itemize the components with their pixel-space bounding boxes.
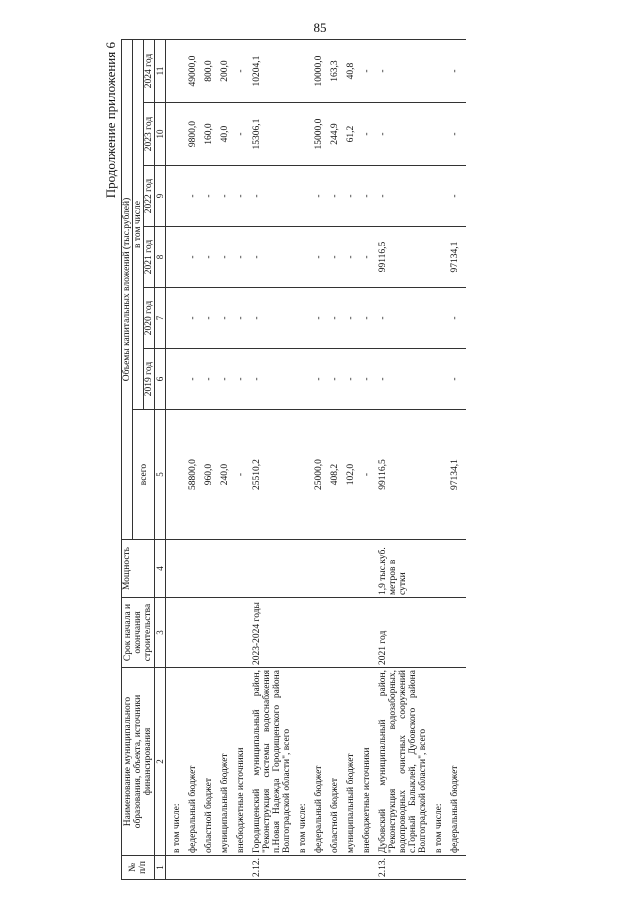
row-year-value <box>172 40 182 103</box>
row-year-value <box>298 227 308 288</box>
row-total: 240,0 <box>220 410 230 540</box>
row-capacity <box>330 540 340 598</box>
row-year-value: - <box>378 103 428 166</box>
row-name: в том числе: <box>434 668 444 856</box>
row-number <box>172 856 182 880</box>
row-year-value <box>434 349 444 410</box>
row-number <box>434 856 444 880</box>
row-year-value: - <box>362 227 372 288</box>
row-year-value: 9800,0 <box>188 103 198 166</box>
header-year: 2023 год <box>144 103 155 166</box>
column-number: 10 <box>155 103 166 166</box>
row-total <box>172 410 182 540</box>
row-year-value: - <box>252 288 292 349</box>
row-year-value: - <box>252 349 292 410</box>
row-year-value: - <box>236 166 246 227</box>
column-number: 6 <box>155 349 166 410</box>
row-number <box>236 856 246 880</box>
row-year-value: - <box>204 288 214 349</box>
column-number: 3 <box>155 598 166 668</box>
header-investments: Объемы капитальных вложений (тыс.рублей) <box>122 40 133 540</box>
row-total <box>434 410 444 540</box>
row-year-value <box>434 288 444 349</box>
row-number <box>346 856 356 880</box>
row-number <box>204 856 214 880</box>
table-row <box>252 40 292 880</box>
row-period <box>346 598 356 668</box>
row-year-value: - <box>450 288 460 349</box>
row-year-value: - <box>362 103 372 166</box>
header-number: № п/п <box>122 856 155 880</box>
row-year-value <box>172 349 182 410</box>
row-period <box>314 598 324 668</box>
row-name: муниципальный бюджет <box>346 668 356 856</box>
header-name: Наименование муниципального образования, объекта, источники финансирования <box>122 668 155 856</box>
row-capacity <box>314 540 324 598</box>
row-number: 2.13. <box>378 856 428 880</box>
row-number <box>220 856 230 880</box>
row-capacity <box>346 540 356 598</box>
row-year-value: - <box>346 227 356 288</box>
row-year-value: - <box>346 349 356 410</box>
rotated-page-content <box>103 40 640 880</box>
page-number: 85 <box>313 20 327 35</box>
row-year-value: - <box>450 40 460 103</box>
row-period: 2023-2024 годы <box>252 598 292 668</box>
row-name: в том числе: <box>172 668 182 856</box>
table-row <box>172 40 182 880</box>
table-row <box>346 40 356 880</box>
row-name: областной бюджет <box>204 668 214 856</box>
row-total: 960,0 <box>204 410 214 540</box>
row-year-value: 800,0 <box>204 40 214 103</box>
row-year-value: - <box>314 349 324 410</box>
row-year-value: - <box>362 349 372 410</box>
row-number <box>188 856 198 880</box>
row-total: 25000,0 <box>314 410 324 540</box>
row-year-value: - <box>252 166 292 227</box>
header-year: 2022 год <box>144 166 155 227</box>
table-row <box>236 40 246 880</box>
row-capacity <box>252 540 292 598</box>
column-number: 2 <box>155 668 166 856</box>
row-year-value: - <box>188 166 198 227</box>
row-year-value <box>298 40 308 103</box>
row-total: 25510,2 <box>252 410 292 540</box>
row-year-value: - <box>346 288 356 349</box>
row-year-value <box>172 166 182 227</box>
row-year-value: - <box>236 40 246 103</box>
header-year: 2019 год <box>144 349 155 410</box>
header-subgroup: в том числе <box>133 40 144 410</box>
row-year-value: 163,3 <box>330 40 340 103</box>
row-period <box>204 598 214 668</box>
row-year-value <box>298 166 308 227</box>
row-year-value: 244,9 <box>330 103 340 166</box>
table-row <box>204 40 214 880</box>
row-year-value: - <box>204 227 214 288</box>
row-year-value <box>298 349 308 410</box>
row-name: областной бюджет <box>330 668 340 856</box>
row-year-value: 10204,1 <box>252 40 292 103</box>
row-number <box>330 856 340 880</box>
row-year-value: 40,0 <box>220 103 230 166</box>
row-period <box>362 598 372 668</box>
row-total: - <box>236 410 246 540</box>
row-capacity <box>298 540 308 598</box>
row-number <box>314 856 324 880</box>
row-year-value: - <box>450 166 460 227</box>
row-year-value: - <box>362 40 372 103</box>
row-year-value: - <box>188 227 198 288</box>
table-row <box>362 40 372 880</box>
row-number <box>450 856 460 880</box>
column-number: 11 <box>155 40 166 103</box>
row-capacity <box>236 540 246 598</box>
row-total: 408,2 <box>330 410 340 540</box>
column-number: 1 <box>155 856 166 880</box>
capital-investment-table <box>121 39 466 880</box>
row-year-value: - <box>220 166 230 227</box>
row-capacity <box>188 540 198 598</box>
row-period <box>220 598 230 668</box>
row-year-value <box>434 40 444 103</box>
row-year-value <box>434 103 444 166</box>
row-year-value: - <box>378 166 428 227</box>
row-year-value: - <box>188 288 198 349</box>
row-total <box>298 410 308 540</box>
row-year-value: 160,0 <box>204 103 214 166</box>
table-row <box>220 40 230 880</box>
row-year-value: 97134,1 <box>450 227 460 288</box>
row-year-value: - <box>346 166 356 227</box>
row-name: Дубовский муниципальный район, "Реконструкция водозаборных, водопроводных очистных сооружений с.Горный Балыклей, Дубовского района Волгоградской области", всего <box>378 668 428 856</box>
row-capacity: 1,9 тыс.куб. метров в сутки <box>378 540 428 598</box>
row-total: 99116,5 <box>378 410 428 540</box>
row-name: внебюджетные источники <box>362 668 372 856</box>
header-period: Срок начала и окончания строительства <box>122 598 155 668</box>
row-year-value: 200,0 <box>220 40 230 103</box>
row-capacity <box>362 540 372 598</box>
row-period: 2021 год <box>378 598 428 668</box>
row-year-value: - <box>330 166 340 227</box>
row-period <box>434 598 444 668</box>
row-number <box>362 856 372 880</box>
header-year: 2021 год <box>144 227 155 288</box>
row-period <box>450 598 460 668</box>
row-period <box>298 598 308 668</box>
row-period <box>172 598 182 668</box>
row-name: федеральный бюджет <box>450 668 460 856</box>
row-year-value: - <box>378 288 428 349</box>
row-year-value: - <box>204 349 214 410</box>
row-year-value: - <box>362 166 372 227</box>
column-number: 7 <box>155 288 166 349</box>
row-total: 97134,1 <box>450 410 460 540</box>
row-year-value: - <box>378 349 428 410</box>
row-total: 58800,0 <box>188 410 198 540</box>
row-year-value: - <box>236 103 246 166</box>
row-year-value: - <box>330 227 340 288</box>
row-capacity <box>220 540 230 598</box>
row-year-value: - <box>450 349 460 410</box>
row-name: федеральный бюджет <box>314 668 324 856</box>
row-capacity <box>204 540 214 598</box>
row-year-value: 99116,5 <box>378 227 428 288</box>
row-year-value <box>298 288 308 349</box>
row-year-value: - <box>314 288 324 349</box>
row-year-value <box>434 227 444 288</box>
table-row <box>330 40 340 880</box>
header-year: 2024 год <box>144 40 155 103</box>
row-total: 102,0 <box>346 410 356 540</box>
row-year-value <box>172 288 182 349</box>
table-row <box>298 40 308 880</box>
header-year: 2020 год <box>144 288 155 349</box>
row-name: внебюджетные источники <box>236 668 246 856</box>
row-year-value: 10000,0 <box>314 40 324 103</box>
row-year-value: - <box>204 166 214 227</box>
row-year-value: 15000,0 <box>314 103 324 166</box>
row-year-value: - <box>362 288 372 349</box>
row-year-value: 15306,1 <box>252 103 292 166</box>
table-row <box>450 40 460 880</box>
row-year-value: 40,8 <box>346 40 356 103</box>
table-row <box>378 40 428 880</box>
row-year-value: 49000,0 <box>188 40 198 103</box>
column-number: 9 <box>155 166 166 227</box>
row-year-value: - <box>330 349 340 410</box>
row-total: - <box>362 410 372 540</box>
row-period <box>236 598 246 668</box>
row-year-value <box>298 103 308 166</box>
row-year-value: - <box>236 227 246 288</box>
table-row <box>314 40 324 880</box>
row-year-value: - <box>450 103 460 166</box>
row-year-value <box>172 227 182 288</box>
row-year-value <box>172 103 182 166</box>
row-year-value: - <box>252 227 292 288</box>
row-name: Городищенский муниципальный район, "Реконструкция системы водоснабжения п.Новая Надежда Городищенского района Волгоградской области", всего <box>252 668 292 856</box>
table-row <box>434 40 444 880</box>
row-year-value: - <box>330 288 340 349</box>
row-year-value: 61,2 <box>346 103 356 166</box>
column-number: 8 <box>155 227 166 288</box>
row-year-value: - <box>378 40 428 103</box>
row-year-value: - <box>188 349 198 410</box>
row-capacity <box>450 540 460 598</box>
row-year-value: - <box>236 349 246 410</box>
row-year-value: - <box>236 288 246 349</box>
column-number: 4 <box>155 540 166 598</box>
row-year-value: - <box>220 288 230 349</box>
row-name: федеральный бюджет <box>188 668 198 856</box>
row-period <box>330 598 340 668</box>
row-capacity <box>434 540 444 598</box>
column-number: 5 <box>155 410 166 540</box>
table-row <box>188 40 198 880</box>
row-number: 2.12. <box>252 856 292 880</box>
header-total: всего <box>133 410 155 540</box>
row-name: в том числе: <box>298 668 308 856</box>
row-capacity <box>172 540 182 598</box>
row-year-value <box>434 166 444 227</box>
row-year-value: - <box>314 227 324 288</box>
header-capacity: Мощность <box>122 540 155 598</box>
row-period <box>188 598 198 668</box>
row-name: муниципальный бюджет <box>220 668 230 856</box>
row-year-value: - <box>220 227 230 288</box>
row-year-value: - <box>220 349 230 410</box>
row-number <box>298 856 308 880</box>
continuation-title: Продолжение приложения 6 <box>103 42 118 199</box>
row-year-value: - <box>314 166 324 227</box>
